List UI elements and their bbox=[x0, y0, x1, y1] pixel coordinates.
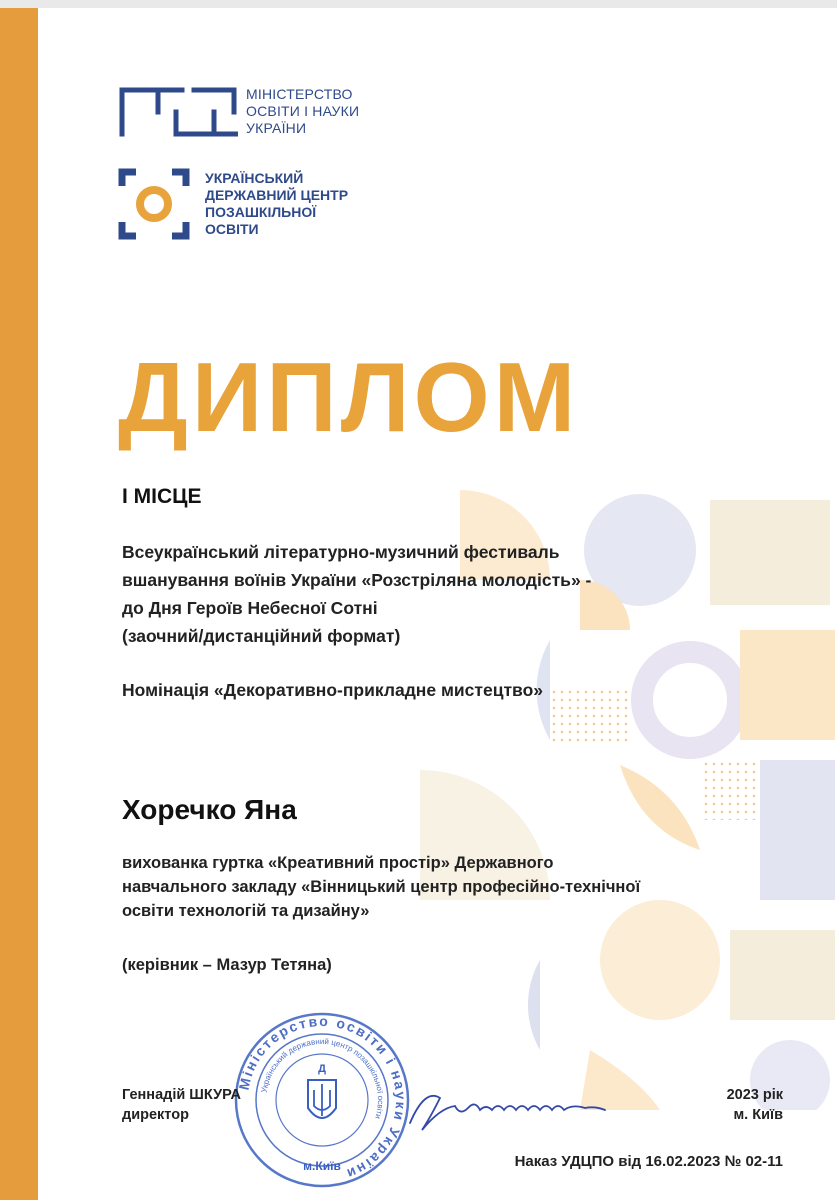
center-logo-line-3: ПОЗАШКІЛЬНОЇ bbox=[205, 204, 317, 220]
center-logo bbox=[118, 168, 418, 248]
official-stamp bbox=[232, 1010, 412, 1190]
director-name: Геннадій ШКУРА bbox=[122, 1087, 241, 1103]
center-bracket-icon bbox=[118, 168, 190, 240]
place-heading: І МІСЦЕ bbox=[122, 485, 202, 508]
stamp-outer-text: Міністерство освіти і науки України bbox=[235, 1012, 410, 1183]
director-block bbox=[122, 1085, 241, 1125]
center-logo-line-1: УКРАЇНСЬКИЙ bbox=[205, 170, 304, 186]
student-line-1: вихованка гуртка «Креативний простір» Державного bbox=[122, 854, 554, 872]
top-border bbox=[0, 0, 837, 8]
festival-line-4: (заочний/дистанційний формат) bbox=[122, 626, 401, 646]
city: м. Київ bbox=[733, 1107, 783, 1123]
student-description bbox=[122, 851, 640, 923]
stamp-code: Д bbox=[318, 1063, 326, 1075]
center-logo-line-4: ОСВІТИ bbox=[205, 221, 259, 237]
diploma-title: ДИПЛОМ bbox=[118, 342, 580, 452]
ministry-logo-line-1: МІНІСТЕРСТВО bbox=[246, 86, 353, 102]
ministry-mn-icon bbox=[118, 82, 238, 142]
festival-line-2: вшанування воїнів України «Розстріляна молодість» - bbox=[122, 570, 592, 590]
nomination: Номінація «Декоративно-прикладне мистецтво» bbox=[122, 680, 543, 700]
festival-line-1: Всеукраїнський літературно-музичний фестиваль bbox=[122, 542, 560, 562]
center-logo-line-2: ДЕРЖАВНИЙ ЦЕНТР bbox=[205, 187, 349, 203]
order-reference: Наказ УДЦПО від 16.02.2023 № 02-11 bbox=[514, 1153, 783, 1170]
ministry-logo bbox=[118, 82, 388, 142]
ministry-logo-line-2: ОСВІТИ І НАУКИ bbox=[246, 103, 360, 119]
trident-icon bbox=[314, 1084, 330, 1116]
student-line-3: освіти технологій та дизайну» bbox=[122, 902, 370, 920]
supervisor: (керівник – Мазур Тетяна) bbox=[122, 956, 332, 974]
stamp-city: м.Київ bbox=[303, 1159, 341, 1173]
stamp-inner-text: Український державний центр позашкільної освіти bbox=[259, 1036, 386, 1120]
ministry-logo-line-3: УКРАЇНИ bbox=[246, 120, 307, 136]
festival-line-3: до Дня Героїв Небесної Сотні bbox=[122, 598, 378, 618]
left-orange-stripe bbox=[0, 8, 38, 1200]
festival-description bbox=[122, 538, 591, 650]
director-position: директор bbox=[122, 1107, 189, 1123]
student-line-2: навчального закладу «Вінницький центр професійно-технічної bbox=[122, 878, 641, 896]
year-city-block bbox=[727, 1085, 783, 1125]
director-signature bbox=[400, 1078, 620, 1138]
year: 2023 рік bbox=[726, 1087, 783, 1103]
recipient-name: Хоречко Яна bbox=[122, 794, 297, 825]
